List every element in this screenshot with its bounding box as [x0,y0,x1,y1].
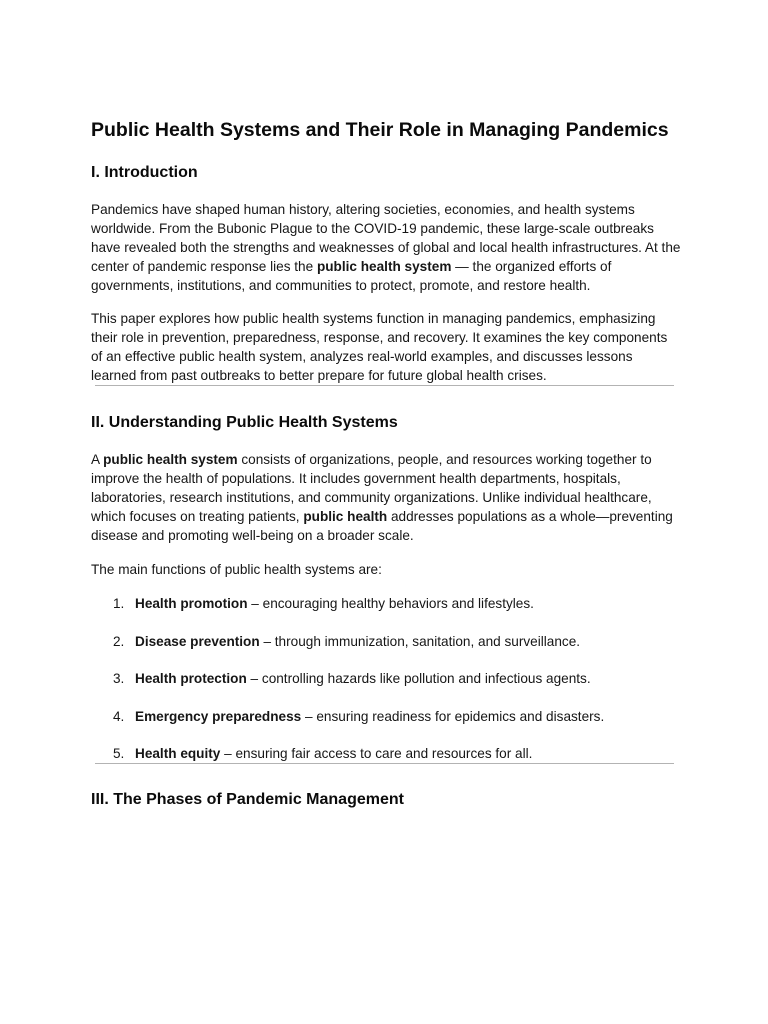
list-item [91,707,681,726]
list-item-description: – ensuring fair access to care and resources for all. [220,746,533,762]
list-item-description: – encouraging healthy behaviors and lifestyles. [247,596,534,611]
understanding-p1-text-c: addresses populations as a whole—preventing disease and promoting well-being on a broader scale. [91,509,673,543]
list-item-term: Disease prevention [135,633,260,649]
section-divider [95,385,674,386]
list-item [91,669,681,688]
section-heading-understanding: II. Understanding Public Health Systems [91,414,398,431]
page-title: Public Health Systems and Their Role in Managing Pandemics [91,119,669,141]
list-item-description: – through immunization, sanitation, and surveillance. [259,633,581,649]
list-item [91,744,681,763]
list-item-description: – ensuring readiness for epidemics and disasters. [301,708,605,724]
understanding-p1-text-b: consists of organizations, people, and resources working together to improve the health of populations. It includes government health departments, hospitals, laboratories, research institutions, and community organizations. Unlike individual healthcare, which focuses on treating patients, [91,452,652,524]
list-item-term: Health equity [135,746,221,762]
list-item-number: 2. [113,633,125,649]
intro-p1-bold-term: public health system [316,259,452,274]
list-item-term: Health promotion [135,596,248,611]
intro-p1-text-after: — the organized efforts of governments, institutions, and communities to protect, promote, and restore health. [91,259,612,293]
list-item-number: 4. [113,708,125,724]
list-item-number: 5. [113,746,125,762]
intro-p1-text-before: Pandemics have shaped human history, altering societies, economies, and health systems worldwide. From the Bubonic Plague to the COVID-19 pandemic, these large-scale outbreaks have revealed both the strengths and weaknesses of global and local health infrastructures. At the center of pandemic response lies the [91,202,681,274]
list-item-number: 3. [113,671,125,687]
understanding-p1-bold-term-2: public health [303,509,388,524]
list-item-term: Health protection [135,671,247,687]
understanding-p1-text-a: A [91,452,104,467]
understanding-paragraph-1 [91,450,681,545]
understanding-p1-bold-term-1: public health system [103,452,238,467]
section-divider [95,763,674,764]
functions-intro: The main functions of public health systems are: [91,562,382,577]
intro-paragraph-2: This paper explores how public health systems function in managing pandemics, emphasizing their role in prevention, preparedness, response, and recovery. It examines the key components of an effective public health system, analyzes real-world examples, and discusses lessons learned from past outbreaks to better prepare for future global health crises. [91,311,668,383]
document-body [91,116,681,811]
section-heading-introduction: I. Introduction [91,164,198,181]
section-heading-phases: III. The Phases of Pandemic Management [91,791,404,809]
list-item-number: 1. [113,596,125,611]
list-item [91,632,681,651]
functions-list [91,594,681,763]
list-item [91,594,681,613]
list-item-term: Emergency preparedness [135,708,302,724]
list-item-description: – controlling hazards like pollution and infectious agents. [246,671,591,687]
intro-paragraph-1 [91,200,681,295]
